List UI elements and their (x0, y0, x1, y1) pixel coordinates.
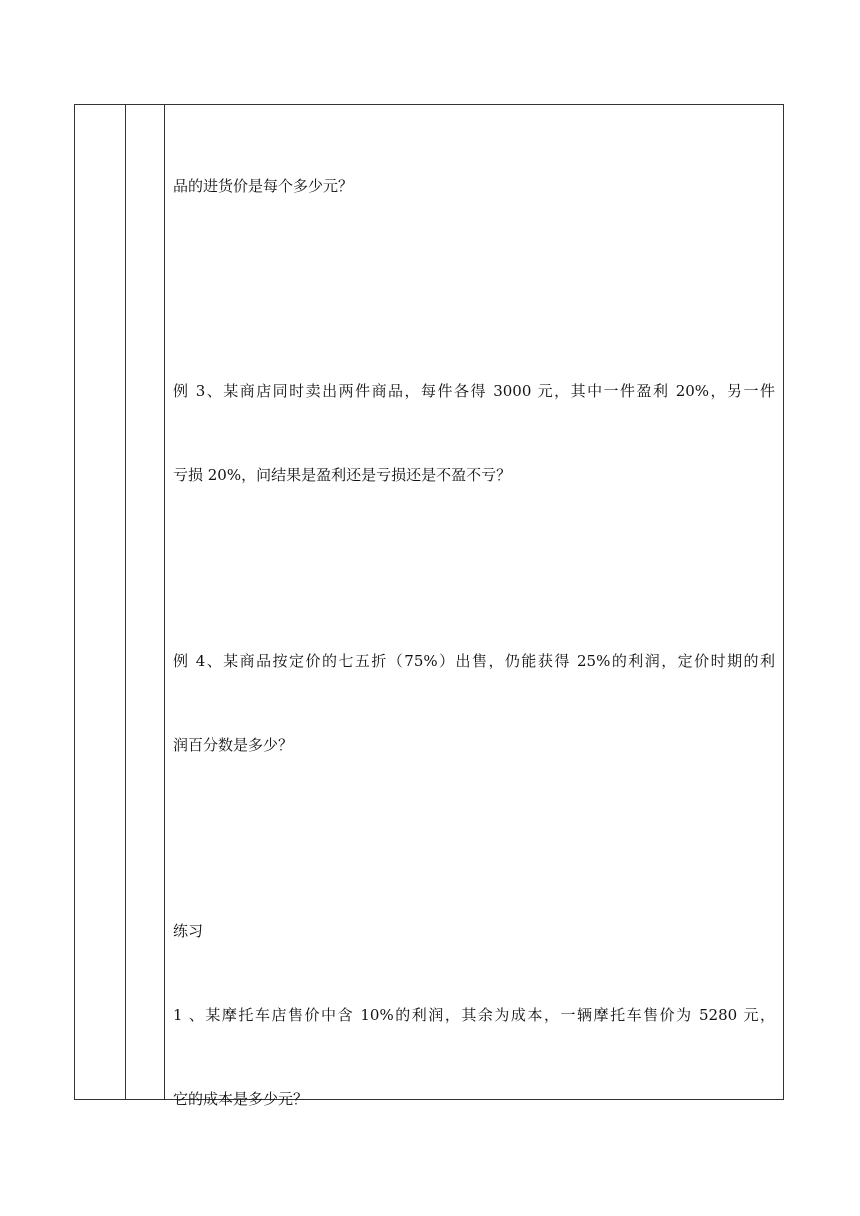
continuation-paragraph (173, 116, 775, 256)
example-3-line-1: 例 3、某商店同时卖出两件商品，每件各得 3000 元，其中一件盈利 20%，另一件 (173, 382, 775, 400)
example-4-line-1: 例 4、某商品按定价的七五折（75%）出售，仍能获得 25%的利润，定价时期的利 (173, 652, 775, 670)
example-3 (173, 321, 775, 545)
practice-section (173, 861, 775, 1169)
column-divider-1 (125, 105, 126, 1099)
example-3-line-2: 亏损 20%，问结果是盈利还是亏损还是不盈不亏？ (173, 466, 512, 484)
example-4-line-2: 润百分数是多少？ (173, 736, 294, 754)
continuation-text: 品的进货价是每个多少元？ (173, 177, 354, 195)
practice-heading: 练习 (173, 922, 204, 940)
practice-question-1-line-1: 1 、某摩托车店售价中含 10%的利润，其余为成本，一辆摩托车售价为 5280 元， (173, 1006, 775, 1024)
example-4 (173, 591, 775, 815)
worksheet-table (74, 104, 784, 1108)
column-divider-2 (164, 105, 165, 1099)
practice-question-1-line-2: 它的成本是多少元？ (173, 1090, 309, 1108)
